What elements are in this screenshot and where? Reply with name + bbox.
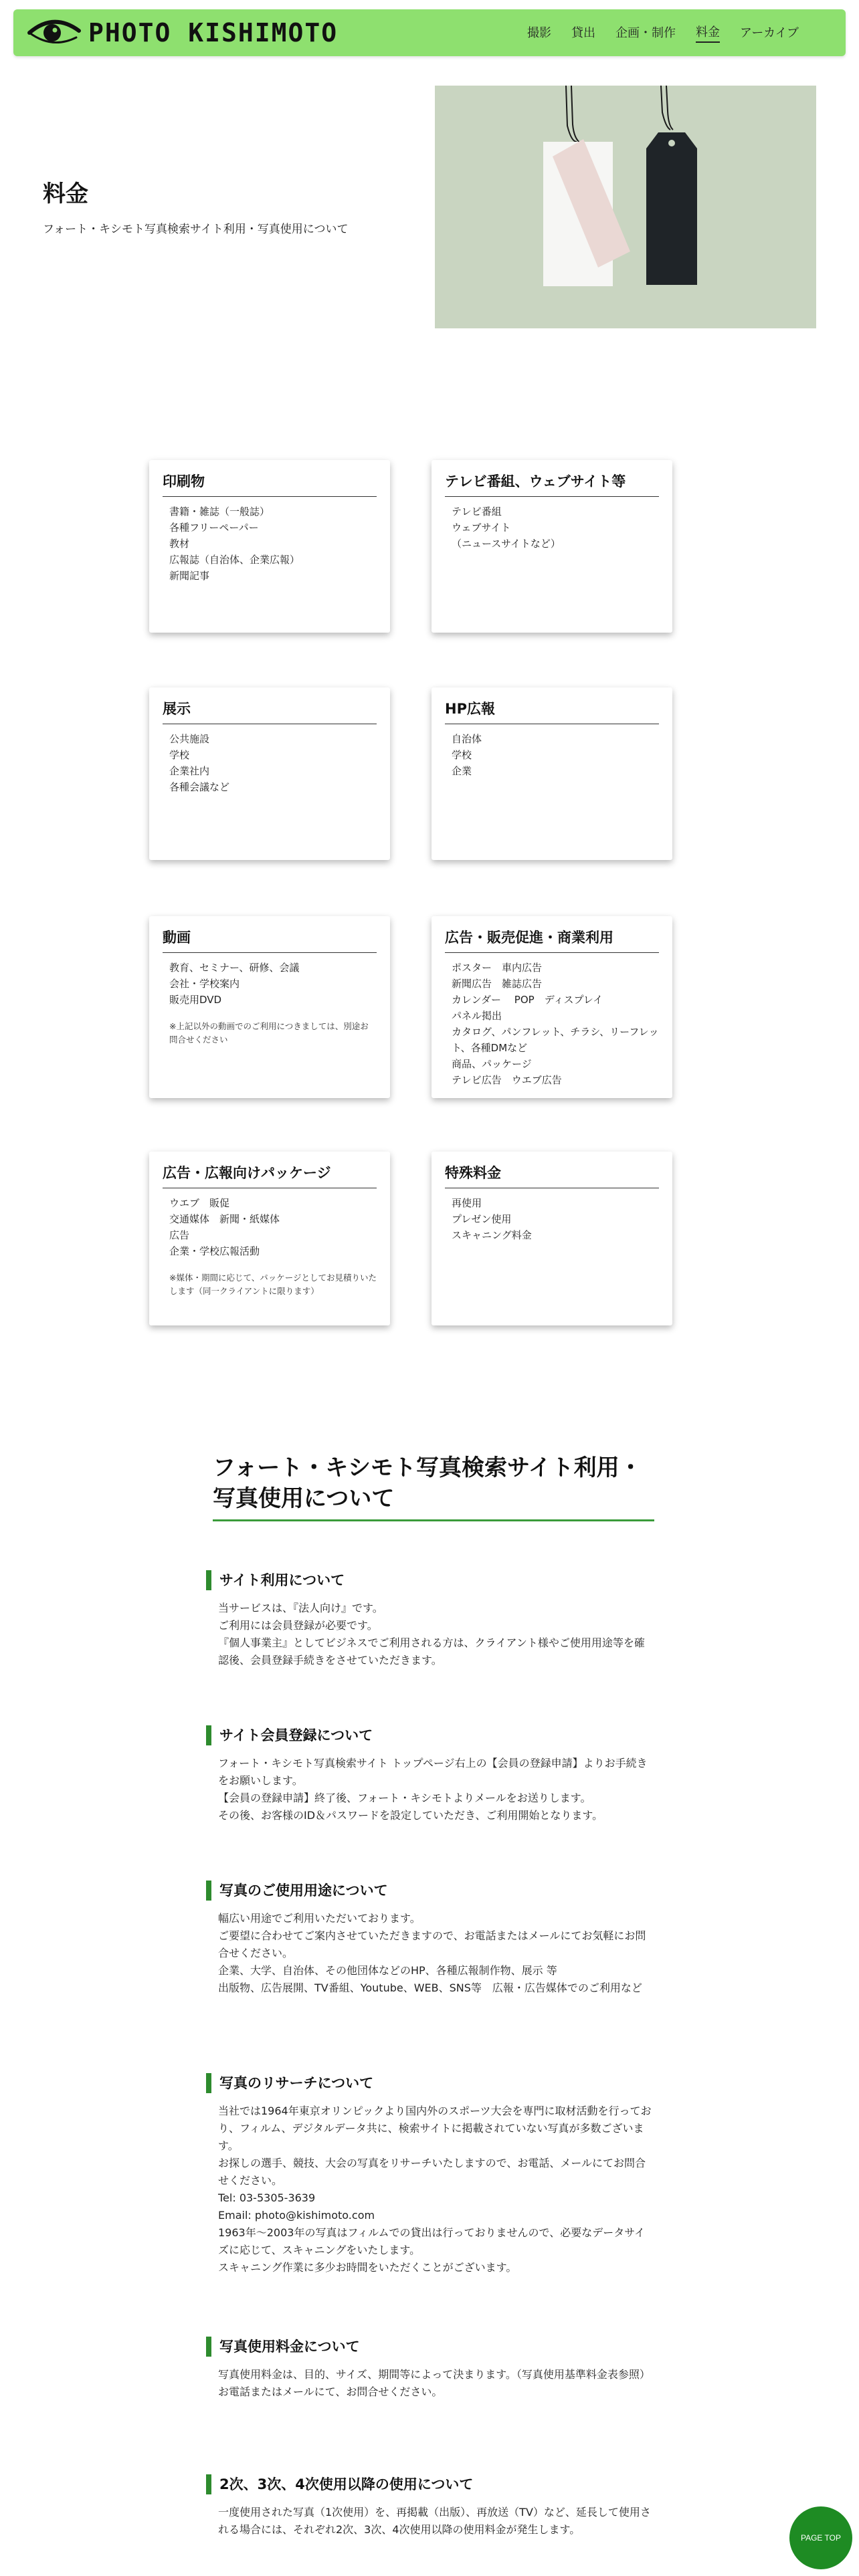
- card-list: [169, 1195, 377, 1259]
- list-item: スキャニング料金: [452, 1229, 532, 1241]
- list-item: 再使用: [452, 1197, 482, 1209]
- nav-item-shooting[interactable]: 撮影: [527, 26, 551, 40]
- card-title: 広告・販売促進・商業利用: [445, 927, 659, 953]
- list-item: 公共施設: [169, 733, 210, 745]
- main-nav: [527, 9, 799, 56]
- list-item: 書籍・雑誌（一般誌）: [169, 506, 270, 518]
- list-item: 企業・学校広報活動: [169, 1245, 260, 1257]
- terms-heading: フォート・キシモト写真検索サイト利用・写真使用について: [213, 1453, 654, 1521]
- page-top-button[interactable]: PAGE TOP: [789, 2506, 852, 2569]
- list-item: 販売用DVD: [169, 994, 222, 1006]
- term-fees: [206, 2337, 654, 2401]
- list-item: 商品、パッケージ: [452, 1058, 532, 1070]
- card-special-fees: [432, 1152, 672, 1325]
- list-item: 新聞広告 雑誌広告: [452, 978, 543, 990]
- card-title: 動画: [163, 927, 377, 953]
- page-title: 料金: [43, 181, 88, 207]
- list-item: 広告: [169, 1229, 190, 1241]
- list-item: 各種フリーペーパー: [169, 522, 259, 534]
- card-note: ※媒体・期間に応じて、パッケージとしてお見積りいたします（同一クライアントに限ります）: [169, 1273, 377, 1296]
- nav-item-planning[interactable]: 企画・制作: [615, 26, 676, 40]
- nav-item-archive[interactable]: アーカイブ: [739, 26, 799, 40]
- term-title: 2次、3次、4次使用以降の使用について: [206, 2474, 654, 2494]
- list-item: 各種会議など: [169, 781, 230, 793]
- list-item: 学校: [452, 749, 472, 761]
- eye-logo-icon: [25, 16, 82, 49]
- term-body: 当社では1964年東京オリンピックより国内外のスポーツ大会を専門に取材活動を行っており、フィルム、デジタルデータ共に、検索サイトに掲載されていない写真が多数ございます。 お探しの選手、競技、大会の写真をリサーチいたしますので、お電話、メールにてお問合せください。 Tel: 03-5305-3639 Email: photo@kishimoto.com 1963年～2003年の写真はフィルムでの貸出は行っておりませんので、必要なデータサイズに応じて、スキャニングをいたします。 スキャニング作業に多少お時間をいただくことがございます。: [218, 2105, 652, 2274]
- card-title: 印刷物: [163, 471, 377, 497]
- list-item: パネル掲出: [452, 1010, 502, 1022]
- card-list: [452, 504, 659, 552]
- term-usage-purpose: [206, 1881, 654, 1997]
- card-list: [169, 960, 377, 1008]
- list-item: 会社・学校案内: [169, 978, 240, 990]
- list-item: カタログ、パンフレット、チラシ、リーフレット、各種DMなど: [452, 1026, 659, 1054]
- term-body: 当サービスは、『法人向け』です。 ご利用には会員登録が必要です。 『個人事業主』としてビジネスでご利用される方は、クライアント様やご使用用途等を確認後、会員登録手続きをさせていただきます。: [218, 1602, 645, 1667]
- card-list: [452, 731, 659, 779]
- nav-item-pricing[interactable]: 料金: [696, 23, 720, 43]
- list-item: 企業: [452, 765, 472, 777]
- list-item: 教育、セミナー、研修、会議: [169, 962, 300, 974]
- card-list: [169, 504, 377, 584]
- card-pr-package: [149, 1152, 390, 1325]
- card-title: 広告・広報向けパッケージ: [163, 1162, 377, 1188]
- list-item: （ニュースサイトなど）: [452, 538, 561, 550]
- term-body: 幅広い用途でご利用いただいております。 ご要望に合わせてご案内させていただきますので、お電話またはメールにてお気軽にお問合せください。 企業、大学、自治体、その他団体などのHP、各種広報制作物、展示 等 出版物、広告展開、TV番組、Youtube、WEB、SNS等 広報・広告媒体でのご利用など: [218, 1912, 646, 1994]
- term-body: 一度使用された写真（1次使用）を、再掲載（出版）、再放送（TV）など、延長して使用される場合には、それぞれ2次、3次、4次使用以降の使用料金が発生します。: [218, 2506, 651, 2536]
- list-item: 学校: [169, 749, 190, 761]
- card-title: 特殊料金: [445, 1162, 659, 1188]
- card-title: HP広報: [445, 698, 659, 724]
- site-header: [13, 9, 846, 56]
- list-item: 教材: [169, 538, 190, 550]
- list-item: ポスター 車内広告: [452, 962, 543, 974]
- card-hp-pr: [432, 687, 672, 860]
- hero-image: [435, 86, 816, 328]
- term-title: 写真のリサーチについて: [206, 2073, 654, 2093]
- term-title: 写真のご使用用途について: [206, 1881, 654, 1901]
- term-body: 写真使用料金は、目的、サイズ、期間等によって決まります。（写真使用基準料金表参照） お電話またはメールにて、お問合せください。: [218, 2368, 650, 2398]
- price-tags-illustration: [435, 86, 816, 328]
- logo-text: PHOTO KISHIMOTO: [88, 18, 339, 47]
- list-item: ウエブ 販促: [169, 1197, 230, 1209]
- term-site-usage: [206, 1570, 654, 1669]
- list-item: テレビ広告 ウエブ広告: [452, 1074, 562, 1086]
- list-item: カレンダー POP ディスプレイ: [452, 994, 603, 1006]
- list-item: 新聞記事: [169, 570, 210, 582]
- term-secondary-use: [206, 2474, 654, 2539]
- term-title: 写真使用料金について: [206, 2337, 654, 2357]
- list-item: 交通媒体 新聞・紙媒体: [169, 1213, 280, 1225]
- site-logo[interactable]: [25, 16, 338, 49]
- card-advertising: [432, 916, 672, 1098]
- list-item: テレビ番組: [452, 506, 502, 518]
- list-item: 自治体: [452, 733, 482, 745]
- card-title: テレビ番組、ウェブサイト等: [445, 471, 659, 497]
- list-item: プレゼン使用: [452, 1213, 512, 1225]
- card-tv-web: [432, 460, 672, 633]
- term-title: サイト会員登録について: [206, 1725, 654, 1745]
- page-subtitle: フォート・キシモト写真検索サイト利用・写真使用について: [43, 223, 349, 236]
- list-item: 企業社内: [169, 765, 210, 777]
- card-exhibition: [149, 687, 390, 860]
- card-note: ※上記以外の動画でのご利用につきましては、別途お問合せください: [169, 1021, 369, 1045]
- term-membership: [206, 1725, 654, 1824]
- card-list: [452, 960, 659, 1088]
- card-list: [169, 731, 377, 795]
- list-item: ウェブサイト: [452, 522, 511, 534]
- card-title: 展示: [163, 698, 377, 724]
- card-video: [149, 916, 390, 1098]
- card-print: [149, 460, 390, 633]
- term-title: サイト利用について: [206, 1570, 654, 1590]
- nav-item-rental[interactable]: 貸出: [571, 26, 595, 40]
- term-body: フォート・キシモト写真検索サイト トップページ右上の【会員の登録申請】よりお手続きをお願いします。 【会員の登録申請】終了後、フォート・キシモトよりメールをお送りします。 その後、お客様のID＆パスワードを設定していただき、ご利用開始となります。: [218, 1757, 648, 1822]
- list-item: 広報誌（自治体、企業広報）: [169, 554, 300, 566]
- card-list: [452, 1195, 659, 1243]
- term-research: [206, 2073, 654, 2276]
